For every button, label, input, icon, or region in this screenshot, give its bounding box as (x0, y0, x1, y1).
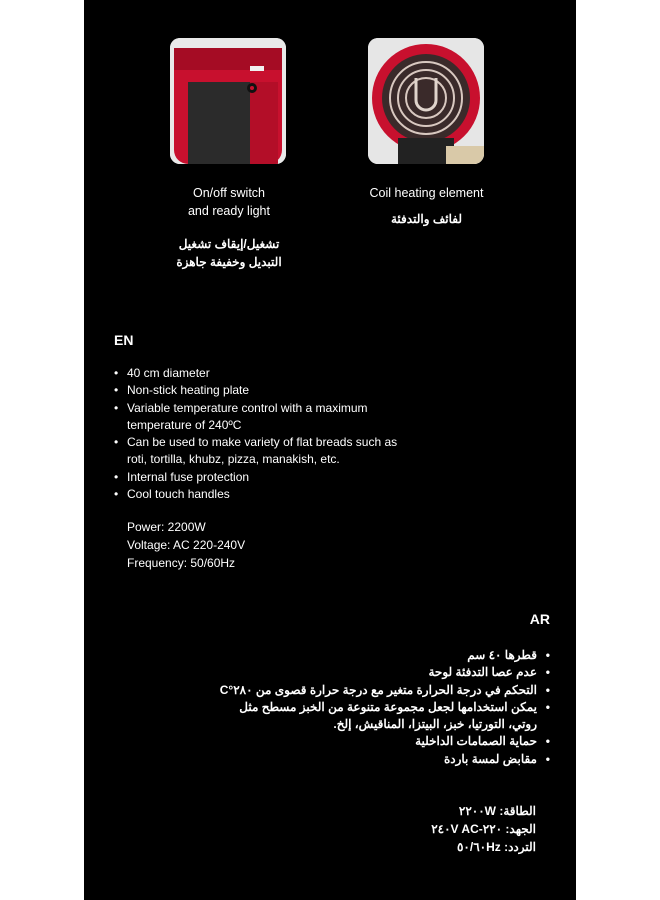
switch-caption (164, 184, 294, 220)
ar-feature-list (210, 647, 550, 768)
list-item: • Can be used to make variety of flat breads such as roti, tortilla, khubz, pizza, manakish, etc. (114, 434, 404, 469)
list-item: • قطرها ٤٠ سم (210, 647, 550, 664)
heating-coil-illustration (368, 38, 484, 164)
coil-caption-ar-line-1: لفائف والتدفئة (391, 212, 462, 226)
voltage-spec-ar: الجهد: ٢٢٠-٢٤٠V AC (431, 822, 536, 836)
switch-caption-line-1: On/off switch (192, 186, 266, 200)
voltage-spec: Voltage: AC 220-240V (127, 538, 246, 552)
heating-coil-photo (368, 38, 484, 164)
list-item: • عدم عصا التدفئة لوحة (210, 664, 550, 681)
switch-caption-ar-line-1: تشغيل/إيقاف تشغيل (178, 237, 280, 251)
power-spec: Power: 2200W (127, 520, 206, 534)
list-item: • Cool touch handles (114, 486, 404, 503)
product-info-panel (84, 0, 576, 900)
ar-specs (431, 802, 536, 856)
coil-caption (359, 184, 494, 202)
frequency-spec-ar: التردد: ٥٠/٦٠Hz (456, 840, 536, 854)
switch-caption-ar-line-2: التبديل وخفيفة جاهزة (176, 255, 282, 269)
frequency-spec: Frequency: 50/60Hz (127, 556, 236, 570)
en-heading: EN (114, 332, 134, 348)
list-item: • التحكم في درجة الحرارة متغير مع درجة حرارة قصوى من ٢٨٠°C (210, 682, 550, 699)
en-feature-list (114, 365, 404, 503)
list-item: • حماية الصمامات الداخلية (210, 733, 550, 750)
list-item: • 40 cm diameter (114, 365, 404, 382)
power-spec-ar: الطاقة: ٢٢٠٠W (458, 804, 536, 818)
list-item: • Internal fuse protection (114, 469, 404, 486)
coil-caption-line-1: Coil heating element (369, 186, 484, 200)
list-item: • مقابض لمسة باردة (210, 751, 550, 768)
coil-caption-ar (359, 210, 494, 228)
en-specs (127, 518, 245, 572)
switch-caption-line-2: and ready light (187, 204, 270, 218)
power-switch-photo (170, 38, 286, 164)
power-switch-illustration (170, 38, 286, 164)
list-item: • Variable temperature control with a maximum temperature of 240ºC (114, 400, 404, 435)
list-item: • يمكن استخدامها لجعل مجموعة متنوعة من الخبز مسطح مثل روتي، التورتيا، خبز، البيتزا، المناقيش، إلخ. (210, 699, 550, 734)
switch-caption-ar (154, 235, 304, 271)
ar-heading: AR (529, 611, 550, 627)
list-item: • Non-stick heating plate (114, 382, 404, 399)
